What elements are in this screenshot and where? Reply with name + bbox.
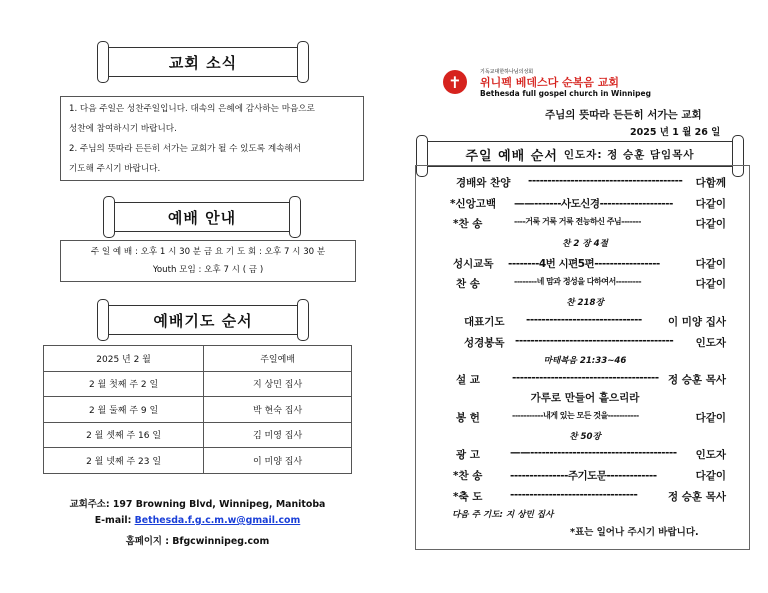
order-person: 다함께: [695, 177, 726, 189]
homepage: 홈페이지 : Bfgcwinnipeg.com: [125, 536, 270, 547]
order-item: 광 고: [456, 449, 480, 461]
news-line: 기도해 주시기 바랍니다.: [69, 164, 161, 174]
table-header-cell: 2025 년 2 월: [44, 346, 204, 372]
church-name-en: Bethesda full gospel church in Winnipeg: [480, 89, 651, 98]
church-logo-icon: ✝: [443, 70, 467, 94]
order-item: 설 교: [456, 374, 480, 386]
order-item: *축 도: [453, 491, 483, 503]
order-person: 다같이: [695, 278, 726, 290]
order-person: 인도자: [695, 337, 726, 349]
news-line: 성찬에 참여하시기 바랍니다.: [69, 124, 177, 134]
email-link[interactable]: Bethesda.f.g.c.m.w@gmail.com: [134, 515, 301, 526]
email-label: E-mail:: [94, 515, 135, 526]
order-leader: 인도자: 정 승훈 담임목사: [563, 148, 695, 161]
bulletin-date: 2025 년 1 월 26 일: [630, 127, 721, 138]
table-row: [44, 397, 352, 423]
order-person: 다같이: [695, 258, 726, 270]
order-item: 성시교독: [453, 258, 494, 270]
order-person: 다같이: [695, 198, 726, 210]
table-cell: 지 상민 집사: [204, 371, 352, 397]
order-item: *신앙고백: [450, 198, 497, 210]
worship-line: Youth 모임 : 오후 7 시 ( 금 ): [152, 265, 264, 275]
order-detail: ------------------------------: [526, 314, 642, 326]
order-detail: --------네 맘과 정성을 다하여서---------: [514, 277, 642, 286]
order-item: 봉 헌: [456, 412, 480, 424]
order-title: 주일 예배 순서: [465, 148, 558, 164]
table-cell: 2 월 첫째 주 2 일: [44, 371, 204, 397]
order-detail: ——-------사도신경-------------------: [514, 198, 673, 210]
sermon-title: 가루로 만들어 흩으리라: [530, 392, 640, 404]
order-detail: ——--------------------------------------: [510, 447, 677, 459]
table-cell: 이 미양 집사: [204, 448, 352, 474]
table-header-cell: 주일예배: [204, 346, 352, 372]
order-person: 이 미양 집사: [667, 316, 726, 328]
prayer-title: 예배기도 순서: [153, 311, 253, 330]
motto: 주님의 뜻따라 든든히 서가는 교회: [545, 109, 702, 121]
order-detail: ---------------------------------: [510, 489, 638, 501]
scripture-ref: 마태복음 21:33~46: [543, 356, 627, 366]
news-box: [60, 96, 364, 181]
order-person: 다같이: [695, 412, 726, 424]
order-item: 경배와 찬양: [456, 177, 511, 189]
order-item: 성경봉독: [464, 337, 505, 349]
table-row: [44, 422, 352, 448]
order-detail: ---------------주기도문-------------: [510, 470, 657, 482]
table-cell: 2 월 넷째 주 23 일: [44, 448, 204, 474]
order-person: 정 승훈 목사: [667, 374, 726, 386]
worship-box: [60, 240, 356, 282]
hymn-number: 찬 50장: [569, 432, 601, 442]
standing-note: *표는 일어나 주시기 바랍니다.: [570, 527, 699, 538]
church-small-name: 기독교대한하나님의성회: [480, 69, 534, 75]
table-row: [44, 371, 352, 397]
prayer-banner: [104, 305, 302, 335]
table-cell: 2 월 둘째 주 9 일: [44, 397, 204, 423]
order-person: 다같이: [695, 470, 726, 482]
order-person: 정 승훈 목사: [667, 491, 726, 503]
table-header-row: [44, 346, 352, 372]
order-banner: [423, 141, 737, 167]
next-prayer: 다음 주 기도: 지 상민 집사: [452, 510, 554, 520]
order-detail: ----------------------------------------: [528, 175, 683, 187]
table-cell: 2 월 셋째 주 16 일: [44, 422, 204, 448]
table-row: [44, 448, 352, 474]
hymn-number: 찬 218장: [566, 298, 604, 308]
order-detail: -----------내게 있는 모든 것을-----------: [512, 411, 639, 420]
worship-banner: [110, 202, 294, 232]
news-banner: [104, 47, 302, 77]
table-cell: 김 미영 집사: [204, 422, 352, 448]
worship-line: 주 일 예 배 : 오후 1 시 30 분 금 요 기 도 회 : 오후 7 시 30 분: [90, 247, 326, 257]
news-line: 1. 다음 주일은 성찬주일입니다. 대속의 은혜에 감사하는 마음으로: [69, 104, 315, 114]
news-line: 2. 주님의 뜻따라 든든히 서가는 교회가 될 수 있도록 계속해서: [69, 144, 302, 154]
prayer-table: [43, 345, 352, 474]
news-title: 교회 소식: [168, 53, 238, 72]
order-item: *찬 송: [453, 218, 483, 230]
email-line: [0, 515, 395, 526]
order-detail: --------4번 시편5편-----------------: [508, 258, 660, 270]
church-name-kr: 위니펙 베데스다 순복음 교회: [480, 76, 619, 89]
hymn-number: 찬 2 장 4절: [562, 239, 608, 249]
church-address: 교회주소: 197 Browning Blvd, Winnipeg, Manitoba: [69, 499, 326, 510]
table-cell: 박 현숙 집사: [204, 397, 352, 423]
worship-title: 예배 안내: [167, 208, 237, 227]
order-detail: -----------------------------------------: [515, 335, 674, 347]
order-person: 인도자: [695, 449, 726, 461]
order-item: *찬 송: [453, 470, 483, 482]
order-item: 찬 송: [456, 278, 480, 290]
order-detail: --------------------------------------: [512, 372, 659, 384]
order-detail: ----거룩 거룩 거룩 전능하신 주님-------: [514, 217, 641, 226]
order-item: 대표기도: [464, 316, 505, 328]
order-person: 다같이: [695, 218, 726, 230]
